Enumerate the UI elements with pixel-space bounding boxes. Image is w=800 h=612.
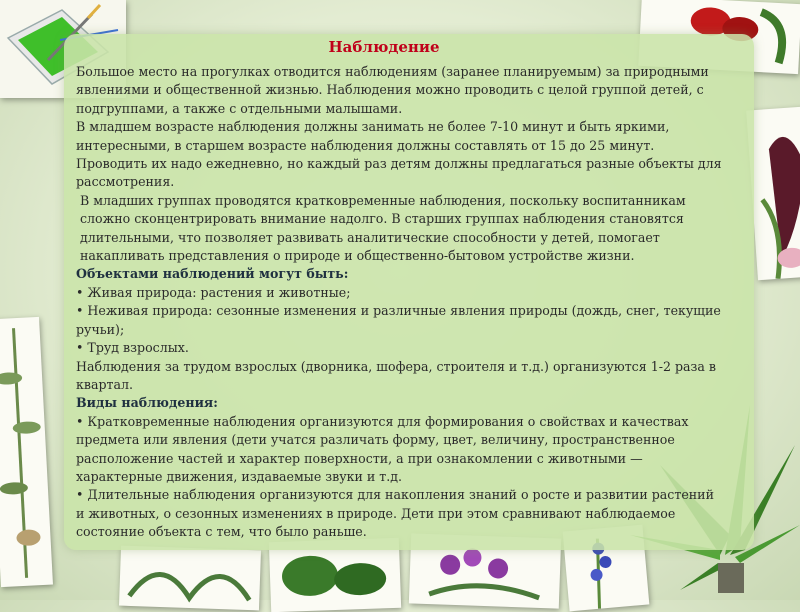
types-heading: Виды наблюдения: (76, 395, 218, 411)
botanical-illustration (746, 106, 800, 280)
list-item: • Труд взрослых. (76, 340, 189, 356)
paragraph-duration: В младшем возрасте наблюдения должны занимать не более 7-10 минут и быть яркими, интересными, в старшем возрасте наблюдения должны составлять от 15 до 25 минут. Проводить их надо ежедневно, но каждый раз детям должны предлагаться разные объекты для рассмотрения. (76, 119, 722, 190)
objects-heading: Объектами наблюдений могут быть: (76, 266, 349, 282)
list-item: • Неживая природа: сезонные изменения и различные явления природы (дождь, снег, текущие ручьи); (76, 303, 721, 337)
paragraph-adult-work: Наблюдения за трудом взрослых (дворника, шофера, строителя и т.д.) организуются 1-2 раза в квартал. (76, 358, 717, 392)
list-item: • Живая природа: растения и животные; (76, 284, 351, 300)
botanical-illustration (119, 546, 261, 611)
paragraph-intro: Большое место на прогулках отводится наблюдениям (заранее планируемым) за природными явлениями и общественной жизнью. Наблюдения можно проводить с целой группой детей, с подгруппами, а также с отдельными малышами. (76, 64, 709, 116)
list-item: • Длительные наблюдения организуются для накопления знаний о росте и развитии растений и животных, о сезонных изменениях в природе. Дети при этом сравнивают наблюдаемое состояние объекта с тем, что было раньше. (76, 487, 714, 540)
page-title: Наблюдение (328, 38, 440, 56)
paragraph-groups: В младших группах проводятся кратковременные наблюдения, поскольку воспитанникам сложно сконцентрировать внимание надолго. В старших группах наблюдения становятся длительными, что позволяет развивать аналитические способности у детей, помогает накапливать представления о природе и общественно-бытовом устройстве жизни. (80, 192, 686, 264)
article-body (76, 63, 726, 542)
botanical-illustration (0, 317, 53, 587)
list-item: • Кратковременные наблюдения организуются для формирования о свойствах и качествах предмета или явления (дети учатся различать форму, цвет, величину, пространственное расположение частей и характер поверхности, а при ознакомлении с животными — характерные движения, издаваемые звуки и т.д. (76, 413, 689, 484)
